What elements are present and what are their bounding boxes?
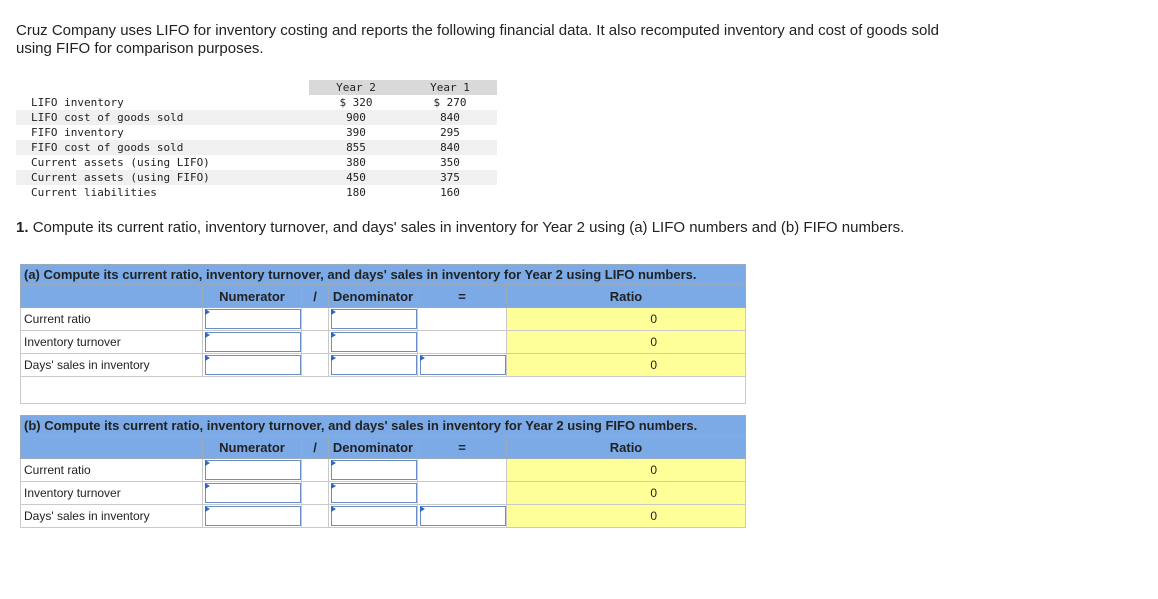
equals-header: = [418, 436, 507, 459]
divide-header: / [302, 436, 329, 459]
divide-header: / [302, 285, 329, 308]
year2-header: Year 2 [309, 80, 403, 95]
numerator-dropdown[interactable] [205, 332, 301, 352]
numerator-header: Numerator [203, 285, 302, 308]
part-b-table: (b) Compute its current ratio, inventory turnover, and days' sales in inventory for Year 2 using FIFO numbers. Numerator / Denominator = Ratio Current ratio 0 Inventory turnover 0 Days' sales in inventory 0 [20, 415, 746, 528]
ratio-value: 0 [507, 354, 746, 377]
numerator-dropdown[interactable] [205, 483, 301, 503]
year1-header: Year 1 [403, 80, 497, 95]
numerator-dropdown[interactable] [205, 460, 301, 480]
financial-data-table [16, 80, 497, 200]
ratio-value: 0 [507, 459, 746, 482]
financial-header-row [16, 80, 497, 95]
numerator-dropdown[interactable] [205, 309, 301, 329]
equals-header: = [418, 285, 507, 308]
multiplier-dropdown[interactable] [420, 506, 506, 526]
part-a-table: (a) Compute its current ratio, inventory turnover, and days' sales in inventory for Year 2 using LIFO numbers. Numerator / Denominator = Ratio Current ratio 0 Inventory turnover 0 Days' sales in inventory 0 [20, 264, 746, 404]
numerator-dropdown[interactable] [205, 355, 301, 375]
numerator-dropdown[interactable] [205, 506, 301, 526]
denominator-header: Denominator [329, 285, 418, 308]
part-a-title: (a) Compute its current ratio, inventory turnover, and days' sales in inventory for Year 2 using LIFO numbers. [21, 265, 746, 285]
financial-row: Current assets (using LIFO) 380 350 [31, 156, 460, 169]
denominator-dropdown[interactable] [331, 309, 417, 329]
financial-row: FIFO inventory 390 295 [31, 126, 460, 139]
financial-row: LIFO inventory $ 320 $ 270 [31, 96, 467, 109]
financial-row: Current liabilities 180 160 [31, 186, 460, 199]
denominator-dropdown[interactable] [331, 460, 417, 480]
multiplier-dropdown[interactable] [420, 355, 506, 375]
denominator-dropdown[interactable] [331, 506, 417, 526]
financial-row: Current assets (using FIFO) 450 375 [16, 170, 497, 185]
ratio-value: 0 [507, 482, 746, 505]
ratio-header: Ratio [507, 285, 746, 308]
denominator-dropdown[interactable] [331, 355, 417, 375]
financial-row: FIFO cost of goods sold 855 840 [16, 140, 497, 155]
ratio-header: Ratio [507, 436, 746, 459]
ratio-value: 0 [507, 505, 746, 528]
ratio-value: 0 [507, 331, 746, 354]
denominator-dropdown[interactable] [331, 332, 417, 352]
problem-intro: Cruz Company uses LIFO for inventory costing and reports the following financial data. It also recomputed inventory and cost of goods sold using FIFO for comparison purposes. [16, 22, 939, 57]
numerator-header: Numerator [203, 436, 302, 459]
ratio-value: 0 [507, 308, 746, 331]
part-b-title: (b) Compute its current ratio, inventory turnover, and days' sales in inventory for Year 2 using FIFO numbers. [21, 416, 746, 436]
denominator-dropdown[interactable] [331, 483, 417, 503]
question-1: 1. Compute its current ratio, inventory turnover, and days' sales in inventory for Year 2 using (a) LIFO numbers and (b) FIFO numbers. [16, 219, 905, 236]
denominator-header: Denominator [329, 436, 418, 459]
financial-row: LIFO cost of goods sold 900 840 [16, 110, 497, 125]
